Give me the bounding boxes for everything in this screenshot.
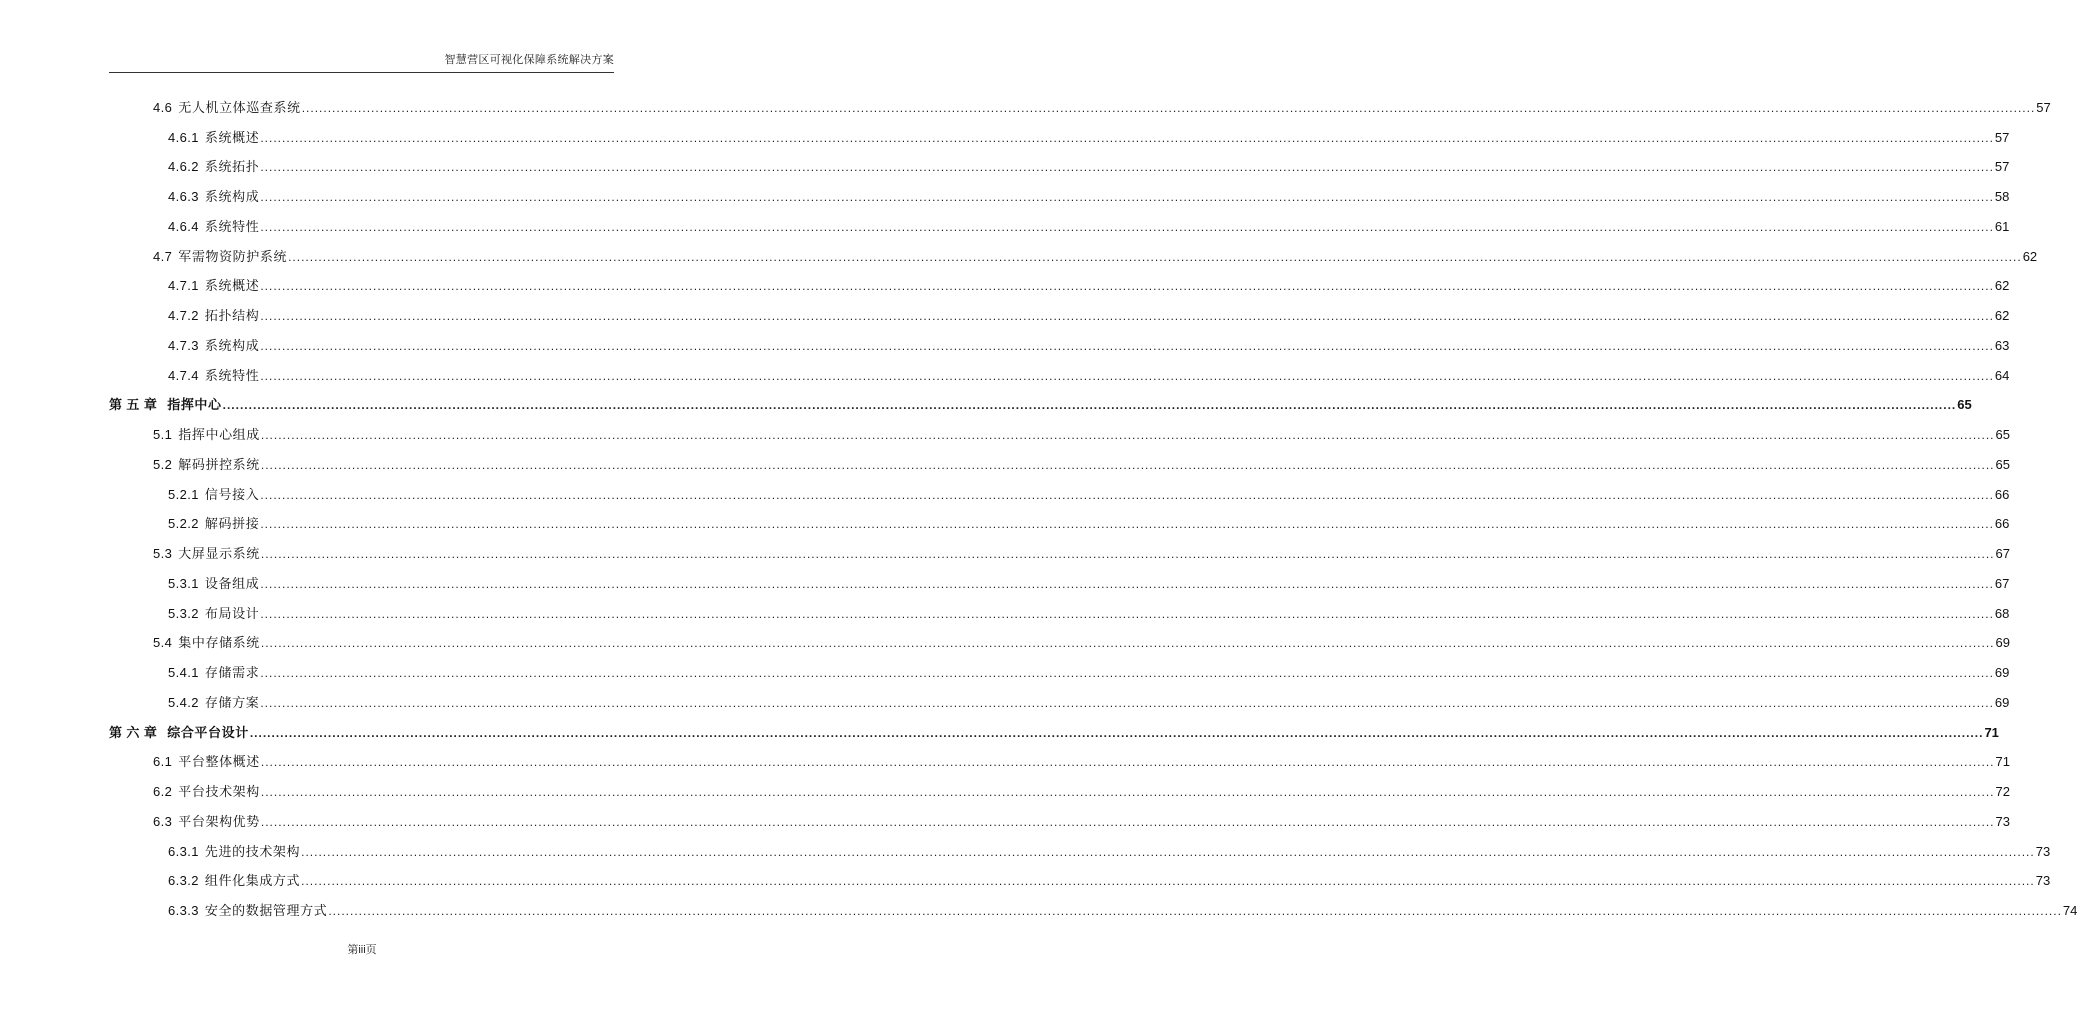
toc-entry-title: 组件化集成方式 bbox=[204, 873, 301, 889]
toc-entry-number: 5.3.2 bbox=[168, 605, 199, 621]
toc-entry[interactable] bbox=[109, 717, 1999, 741]
toc-dot-leader: ................................................................................................................................................................................................................................................................................................................................................................................................................ bbox=[260, 160, 1994, 175]
toc-entry-title: 系统概述 bbox=[204, 129, 260, 145]
toc-entry-title: 系统构成 bbox=[204, 189, 260, 205]
toc-entry[interactable] bbox=[153, 538, 2010, 562]
toc-entry-title: 解码拼接 bbox=[204, 516, 260, 532]
toc-entry-number: 6.1 bbox=[153, 754, 173, 770]
toc-entry[interactable] bbox=[168, 895, 2077, 919]
toc-dot-leader: ................................................................................................................................................................................................................................................................................................................................................................................................................ bbox=[288, 249, 2022, 264]
toc-entry-page: 57 bbox=[1994, 159, 2010, 175]
toc-entry[interactable] bbox=[153, 627, 2010, 651]
toc-entry-title: 设备组成 bbox=[204, 575, 260, 591]
toc-dot-leader: ................................................................................................................................................................................................................................................................................................................................................................................................................ bbox=[301, 844, 2035, 859]
header-rule bbox=[109, 72, 614, 73]
toc-entry[interactable] bbox=[168, 270, 2010, 294]
toc-entry-page: 65 bbox=[1995, 456, 2010, 472]
toc-entry-number: 4.6 bbox=[153, 100, 173, 115]
toc-entry[interactable] bbox=[168, 657, 2010, 681]
toc-dot-leader: ................................................................................................................................................................................................................................................................................................................................................................................................................ bbox=[249, 725, 1984, 740]
footer-page-number: 第iii页 bbox=[347, 944, 377, 956]
toc-entry-page: 64 bbox=[1994, 367, 2010, 383]
toc-entry-number: 5.4.2 bbox=[168, 694, 199, 710]
toc-entry-title: 系统构成 bbox=[204, 337, 260, 353]
toc-entry-title: 布局设计 bbox=[204, 605, 260, 621]
toc-entry-page: 66 bbox=[1994, 486, 2010, 502]
toc-entry[interactable] bbox=[109, 389, 1972, 413]
toc-entry-title: 先进的技术架构 bbox=[204, 843, 301, 859]
toc-entry-number: 5.2.2 bbox=[168, 516, 199, 532]
toc-dot-leader: ................................................................................................................................................................................................................................................................................................................................................................................................................ bbox=[260, 814, 1995, 829]
toc-entry-page: 65 bbox=[1995, 427, 2010, 443]
toc-entry-number: 6.2 bbox=[153, 784, 173, 800]
toc-dot-leader: ................................................................................................................................................................................................................................................................................................................................................................................................................ bbox=[301, 874, 2035, 889]
toc-entry-title: 存储需求 bbox=[204, 665, 260, 681]
toc-entry-number: 4.7.2 bbox=[168, 308, 199, 324]
toc-dot-leader: ................................................................................................................................................................................................................................................................................................................................................................................................................ bbox=[260, 130, 1994, 145]
toc-entry[interactable] bbox=[153, 776, 2010, 800]
toc-dot-leader: ................................................................................................................................................................................................................................................................................................................................................................................................................ bbox=[260, 576, 1994, 591]
toc-entry-page: 66 bbox=[1994, 516, 2010, 532]
toc-entry-number: 4.7.1 bbox=[168, 278, 199, 294]
toc-entry-title: 解码拼控系统 bbox=[178, 456, 260, 472]
toc-entry[interactable] bbox=[168, 568, 2010, 592]
toc-entry[interactable] bbox=[153, 92, 2051, 116]
toc-entry-page: 73 bbox=[1995, 813, 2010, 829]
toc-entry-page: 71 bbox=[1995, 754, 2010, 770]
toc-dot-leader: ................................................................................................................................................................................................................................................................................................................................................................................................................ bbox=[260, 279, 1994, 294]
toc-entry-title: 指挥中心组成 bbox=[178, 427, 260, 443]
toc-entry-title: 集中存储系统 bbox=[178, 635, 260, 651]
toc-entry-page: 73 bbox=[2035, 843, 2051, 859]
toc-entry[interactable] bbox=[168, 181, 2010, 205]
toc-entry-page: 62 bbox=[1994, 278, 2010, 294]
toc-entry-title: 存储方案 bbox=[204, 694, 260, 710]
toc-entry-title: 系统特性 bbox=[204, 367, 260, 383]
toc-entry[interactable] bbox=[168, 360, 2010, 384]
toc-entry-page: 69 bbox=[1994, 665, 2010, 681]
toc-entry-number: 5.3 bbox=[153, 546, 173, 562]
toc-entry-title: 拓扑结构 bbox=[204, 308, 260, 324]
toc-entry[interactable] bbox=[153, 241, 2038, 265]
toc-entry-page: 62 bbox=[2022, 248, 2038, 264]
toc-entry[interactable] bbox=[153, 419, 2010, 443]
toc-entry[interactable] bbox=[168, 300, 2010, 324]
toc-entry-page: 58 bbox=[1994, 189, 2010, 205]
toc-entry-number: 5.3.1 bbox=[168, 575, 199, 591]
toc-entry-page: 65 bbox=[1957, 397, 1972, 413]
toc-entry-title: 系统特性 bbox=[204, 218, 260, 234]
toc-dot-leader: ................................................................................................................................................................................................................................................................................................................................................................................................................ bbox=[260, 695, 1994, 710]
toc-dot-leader: ................................................................................................................................................................................................................................................................................................................................................................................................................ bbox=[260, 338, 1994, 353]
toc-entry-title: 平台架构优势 bbox=[178, 813, 260, 829]
toc-entry-page: 74 bbox=[2062, 902, 2077, 918]
toc-entry-number: 第 六 章 bbox=[109, 724, 158, 740]
toc-entry-number: 5.2 bbox=[153, 456, 173, 472]
toc-entry-number: 6.3 bbox=[153, 813, 173, 829]
toc-entry[interactable] bbox=[168, 151, 2010, 175]
toc-dot-leader: ................................................................................................................................................................................................................................................................................................................................................................................................................ bbox=[260, 517, 1994, 532]
toc-entry-title: 安全的数据管理方式 bbox=[204, 902, 328, 918]
toc-entry-title: 指挥中心 bbox=[167, 397, 222, 413]
toc-dot-leader: ................................................................................................................................................................................................................................................................................................................................................................................................................ bbox=[328, 903, 2062, 918]
toc-entry-page: 62 bbox=[1994, 308, 2010, 324]
toc-entry-page: 67 bbox=[1994, 575, 2010, 591]
toc-dot-leader: ................................................................................................................................................................................................................................................................................................................................................................................................................ bbox=[260, 190, 1994, 205]
toc-entry[interactable] bbox=[153, 449, 2010, 473]
toc-entry[interactable] bbox=[168, 508, 2010, 532]
toc-entry-page: 73 bbox=[2035, 873, 2051, 889]
toc-entry-page: 67 bbox=[1995, 546, 2010, 562]
toc-entry-number: 5.4.1 bbox=[168, 665, 199, 681]
toc-entry[interactable] bbox=[153, 806, 2010, 830]
toc-entry-page: 57 bbox=[2036, 100, 2051, 115]
toc-entry-title: 大屏显示系统 bbox=[178, 546, 260, 562]
toc-entry-title: 无人机立体巡查系统 bbox=[178, 100, 301, 115]
toc-entry-number: 5.2.1 bbox=[168, 486, 199, 502]
toc-entry[interactable] bbox=[168, 687, 2010, 711]
toc-dot-leader: ................................................................................................................................................................................................................................................................................................................................................................................................................ bbox=[260, 636, 1995, 651]
toc-entry-page: 61 bbox=[1994, 218, 2010, 234]
toc-entry-title: 系统概述 bbox=[204, 278, 260, 294]
toc-entry-title: 综合平台设计 bbox=[167, 724, 249, 740]
toc-entry[interactable] bbox=[168, 330, 2010, 354]
toc-dot-leader: ................................................................................................................................................................................................................................................................................................................................................................................................................ bbox=[222, 398, 1957, 413]
toc-dot-leader: ................................................................................................................................................................................................................................................................................................................................................................................................................ bbox=[260, 309, 1994, 324]
toc-entry-page: 72 bbox=[1995, 784, 2010, 800]
toc-entry[interactable] bbox=[168, 836, 2051, 860]
toc-dot-leader: ................................................................................................................................................................................................................................................................................................................................................................................................................ bbox=[260, 547, 1995, 562]
toc-entry[interactable] bbox=[168, 598, 2010, 622]
toc-entry-number: 4.7.3 bbox=[168, 337, 199, 353]
toc-entry-number: 4.6.1 bbox=[168, 129, 199, 145]
toc-entry-title: 平台技术架构 bbox=[178, 784, 260, 800]
toc-entry-number: 4.6.2 bbox=[168, 159, 199, 175]
toc-entry-page: 71 bbox=[1984, 724, 1999, 740]
toc-entry-number: 5.4 bbox=[153, 635, 173, 651]
toc-dot-leader: ................................................................................................................................................................................................................................................................................................................................................................................................................ bbox=[260, 666, 1994, 681]
toc-entry-title: 信号接入 bbox=[204, 486, 260, 502]
toc-entry-number: 6.3.3 bbox=[168, 902, 199, 918]
toc-dot-leader: ................................................................................................................................................................................................................................................................................................................................................................................................................ bbox=[301, 101, 2036, 115]
toc-dot-leader: ................................................................................................................................................................................................................................................................................................................................................................................................................ bbox=[260, 457, 1995, 472]
toc-entry[interactable] bbox=[168, 122, 2010, 146]
toc-entry-title: 平台整体概述 bbox=[178, 754, 260, 770]
toc-entry-number: 5.1 bbox=[153, 427, 173, 443]
toc-entry-number: 4.7.4 bbox=[168, 367, 199, 383]
toc-dot-leader: ................................................................................................................................................................................................................................................................................................................................................................................................................ bbox=[260, 368, 1994, 383]
toc-entry[interactable] bbox=[168, 211, 2010, 235]
toc-dot-leader: ................................................................................................................................................................................................................................................................................................................................................................................................................ bbox=[260, 487, 1994, 502]
toc-dot-leader: ................................................................................................................................................................................................................................................................................................................................................................................................................ bbox=[260, 428, 1995, 443]
toc-dot-leader: ................................................................................................................................................................................................................................................................................................................................................................................................................ bbox=[260, 606, 1994, 621]
toc-entry-number: 6.3.2 bbox=[168, 873, 199, 889]
toc-entry-title: 系统拓扑 bbox=[204, 159, 260, 175]
toc-entry-number: 6.3.1 bbox=[168, 843, 199, 859]
toc-entry-number: 第 五 章 bbox=[109, 397, 158, 413]
toc-dot-leader: ................................................................................................................................................................................................................................................................................................................................................................................................................ bbox=[260, 785, 1995, 800]
toc-dot-leader: ................................................................................................................................................................................................................................................................................................................................................................................................................ bbox=[260, 755, 1995, 770]
toc-entry-number: 4.6.3 bbox=[168, 189, 199, 205]
toc-entry-page: 69 bbox=[1995, 635, 2010, 651]
toc-entry-page: 57 bbox=[1994, 129, 2010, 145]
toc-entry-page: 68 bbox=[1994, 605, 2010, 621]
toc-entry-page: 69 bbox=[1994, 694, 2010, 710]
header-title: 智慧营区可视化保障系统解决方案 bbox=[444, 54, 614, 66]
toc-entry-page: 63 bbox=[1994, 337, 2010, 353]
toc-dot-leader: ................................................................................................................................................................................................................................................................................................................................................................................................................ bbox=[260, 219, 1994, 234]
toc-entry[interactable] bbox=[153, 746, 2010, 770]
toc-entry[interactable] bbox=[168, 479, 2010, 503]
toc-entry-title: 军需物资防护系统 bbox=[178, 248, 288, 264]
toc-entry[interactable] bbox=[168, 865, 2051, 889]
toc-entry-number: 4.7 bbox=[153, 248, 173, 264]
toc-entry-number: 4.6.4 bbox=[168, 218, 199, 234]
